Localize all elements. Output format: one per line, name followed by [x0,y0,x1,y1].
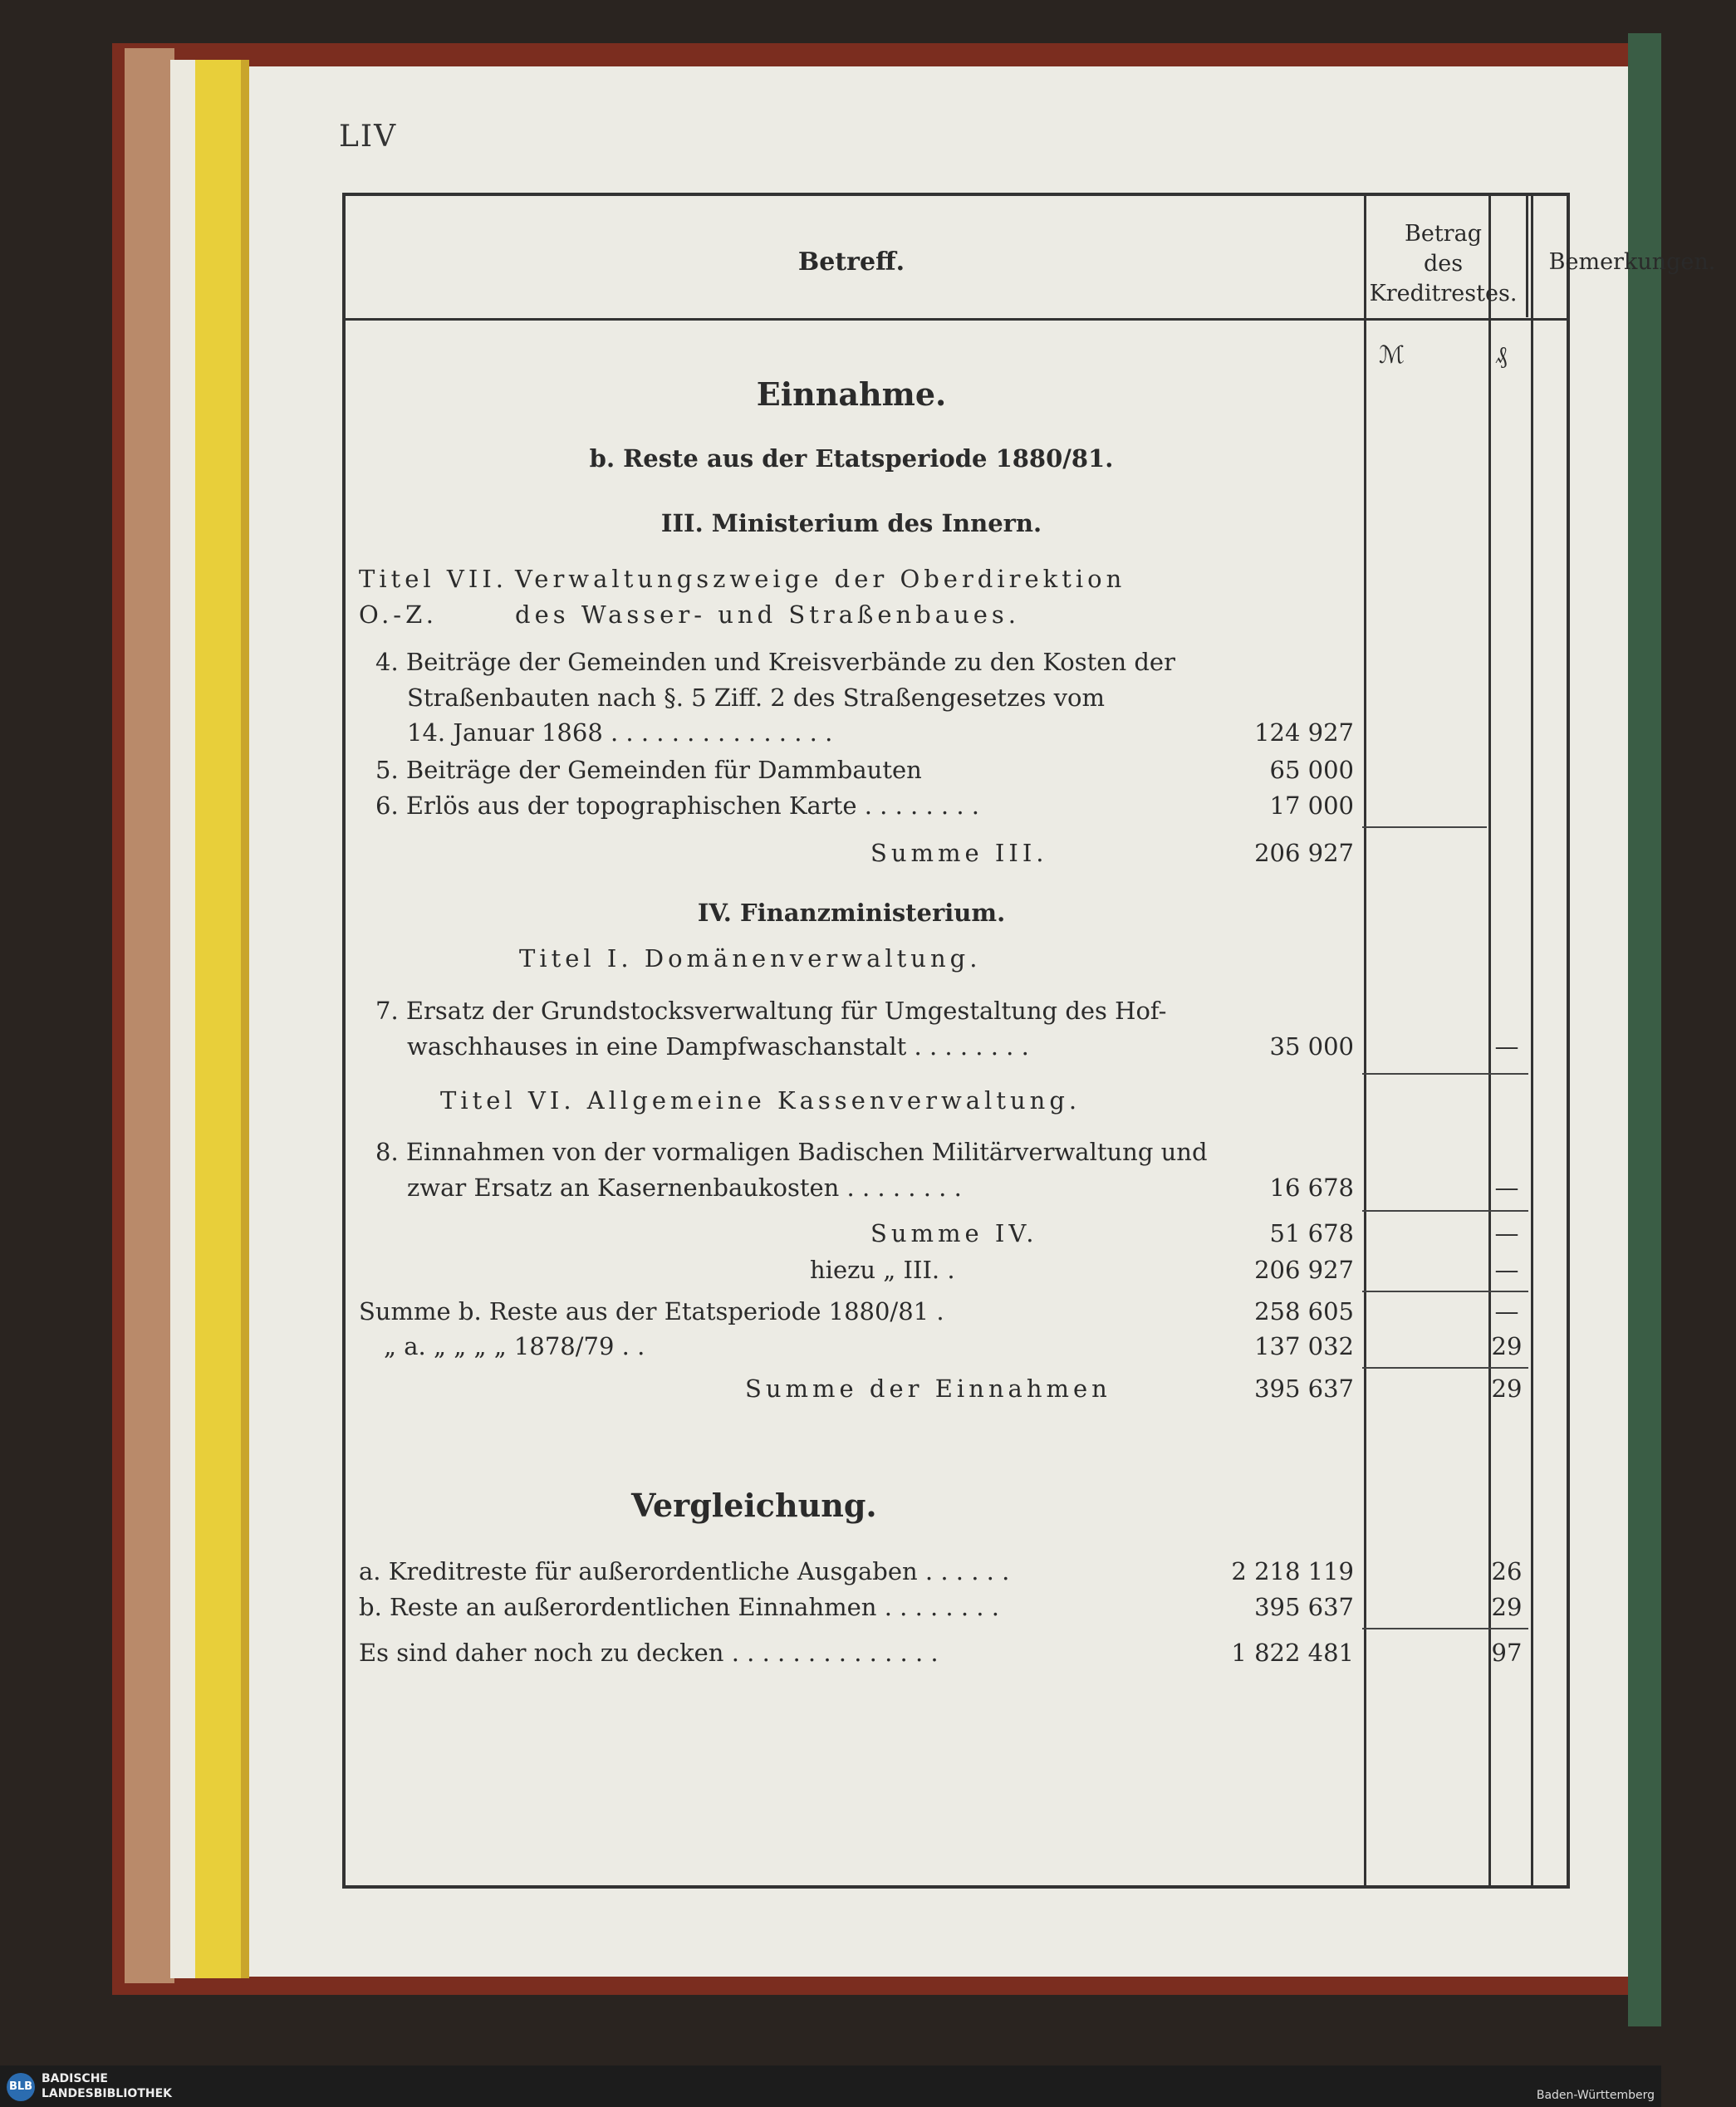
item-7-pf: — [1494,1032,1519,1061]
item-5-value: 65 000 [1269,756,1354,784]
summe-einnahmen-pf: 29 [1491,1374,1523,1403]
hiezu-value: 206 927 [1254,1256,1354,1284]
header-divider [346,318,1567,321]
column-divider [1364,196,1366,1885]
vergleichung-a-value: 2 218 119 [1231,1557,1354,1585]
book-page [249,66,1716,1977]
item-8-line-2: zwar Ersatz an Kasernenbaukosten . . . . . . . . [407,1174,962,1202]
section-vergleichung: Vergleichung. [631,1487,877,1524]
item-4-line-1: 4. Beiträge der Gemeinden und Kreisverbände zu den Kosten der [375,648,1175,676]
summe-b-pf: — [1494,1297,1519,1325]
item-4-line-3: 14. Januar 1868 . . . . . . . . . . . . . . . [407,718,833,747]
pf-unit: ₰ [1495,341,1508,369]
hiezu-pf: — [1494,1256,1519,1284]
summe-iv-value: 51 678 [1269,1219,1354,1247]
region-label: Baden-Württemberg [1536,2089,1655,2102]
noch-zu-decken: Es sind daher noch zu decken . . . . . . . . . . . . . . [359,1639,939,1667]
column-divider [1531,196,1533,1885]
summe-iv-pf: — [1494,1219,1519,1247]
vergleichung-b: b. Reste an außerordentlichen Einnahmen . . . . . . . . [359,1593,999,1621]
sum-rule [1362,1628,1528,1629]
mark-unit: ℳ [1379,341,1405,369]
blb-logo: BLB [7,2073,35,2101]
titel-vi-heading: Titel VI. Allgemeine Kassenverwaltung. [440,1086,1081,1115]
sum-rule [1362,1367,1528,1369]
titel-vii-heading-2: des Wasser- und Straßenbaues. [515,600,1021,629]
library-name [42,2071,172,2101]
noch-zu-decken-value: 1 822 481 [1231,1639,1354,1667]
item-4-line-2: Straßenbauten nach §. 5 Ziff. 2 des Straßengesetzes vom [407,684,1105,712]
sum-rule [1362,1291,1528,1292]
viewer-footer [0,2065,1661,2107]
section-ministerium-innern: III. Ministerium des Innern. [660,509,1042,537]
vergleichung-b-value: 395 637 [1254,1593,1354,1621]
book-spine [125,48,174,1983]
summe-b-label: Summe b. Reste aus der Etatsperiode 1880/81 . [359,1297,944,1325]
item-7-value: 35 000 [1269,1032,1354,1061]
page-edges [170,60,249,1978]
summe-iii-value: 206 927 [1254,839,1354,867]
library-name-line: LANDESBIBLIOTHEK [42,2087,173,2100]
section-b-reste: b. Reste aus der Etatsperiode 1880/81. [589,444,1114,473]
sum-rule [1362,1210,1528,1212]
sum-rule [1362,1073,1528,1075]
header-bemerkungen: Bemerkungen. [1548,249,1716,275]
header-betrag-line: des [1423,251,1464,277]
summe-a-pf: 29 [1491,1332,1523,1360]
item-8-value: 16 678 [1269,1174,1354,1202]
header-betreff: Betreff. [797,247,905,277]
section-einnahme: Einnahme. [756,375,947,413]
titel-i-heading: Titel I. Domänenverwaltung. [519,944,982,973]
summe-iii-label: Summe III. [870,839,1048,867]
hiezu-label: hiezu „ III. . [810,1256,955,1284]
section-finanzministerium: IV. Finanzministerium. [697,899,1006,927]
item-7-line-2: waschhauses in eine Dampfwaschanstalt . . . . . . . . [407,1032,1029,1061]
summe-iv-label: Summe IV. [870,1219,1038,1247]
titel-vii-heading: Verwaltungszweige der Oberdirektion [515,565,1126,593]
summe-einnahmen-label: Summe der Einnahmen [745,1374,1111,1403]
item-8-pf: — [1494,1174,1519,1202]
header-betrag-line: Betrag [1405,221,1482,247]
item-4-value: 124 927 [1254,718,1354,747]
library-name-line: BADISCHE [42,2072,108,2085]
facing-cover [1628,33,1661,2026]
summe-b-value: 258 605 [1254,1297,1354,1325]
titel-vii-label: Titel VII. [359,565,508,593]
vergleichung-a-pf: 26 [1491,1557,1523,1585]
vergleichung-b-pf: 29 [1491,1593,1523,1621]
summe-a-label: „ a. „ „ „ „ 1878/79 . . [384,1332,645,1360]
noch-zu-decken-pf: 97 [1491,1639,1523,1667]
header-betrag-line: Kreditrestes. [1369,281,1518,306]
item-7-line-1: 7. Ersatz der Grundstocksverwaltung für Umgestaltung des Hof- [375,997,1167,1025]
vergleichung-a: a. Kreditreste für außerordentliche Ausgaben . . . . . . [359,1557,1010,1585]
item-8-line-1: 8. Einnahmen von der vormaligen Badischen Militärverwaltung und [375,1138,1208,1166]
summe-a-value: 137 032 [1254,1332,1354,1360]
page-number: LIV [339,120,398,154]
item-6-value: 17 000 [1269,791,1354,820]
summe-einnahmen-value: 395 637 [1254,1374,1354,1403]
header-betrag [1361,219,1526,309]
sum-rule [1362,826,1487,828]
item-5: 5. Beiträge der Gemeinden für Dammbauten [375,756,922,784]
item-6: 6. Erlös aus der topographischen Karte . . . . . . . . [375,791,979,820]
oz-label: O.-Z. [359,600,438,629]
